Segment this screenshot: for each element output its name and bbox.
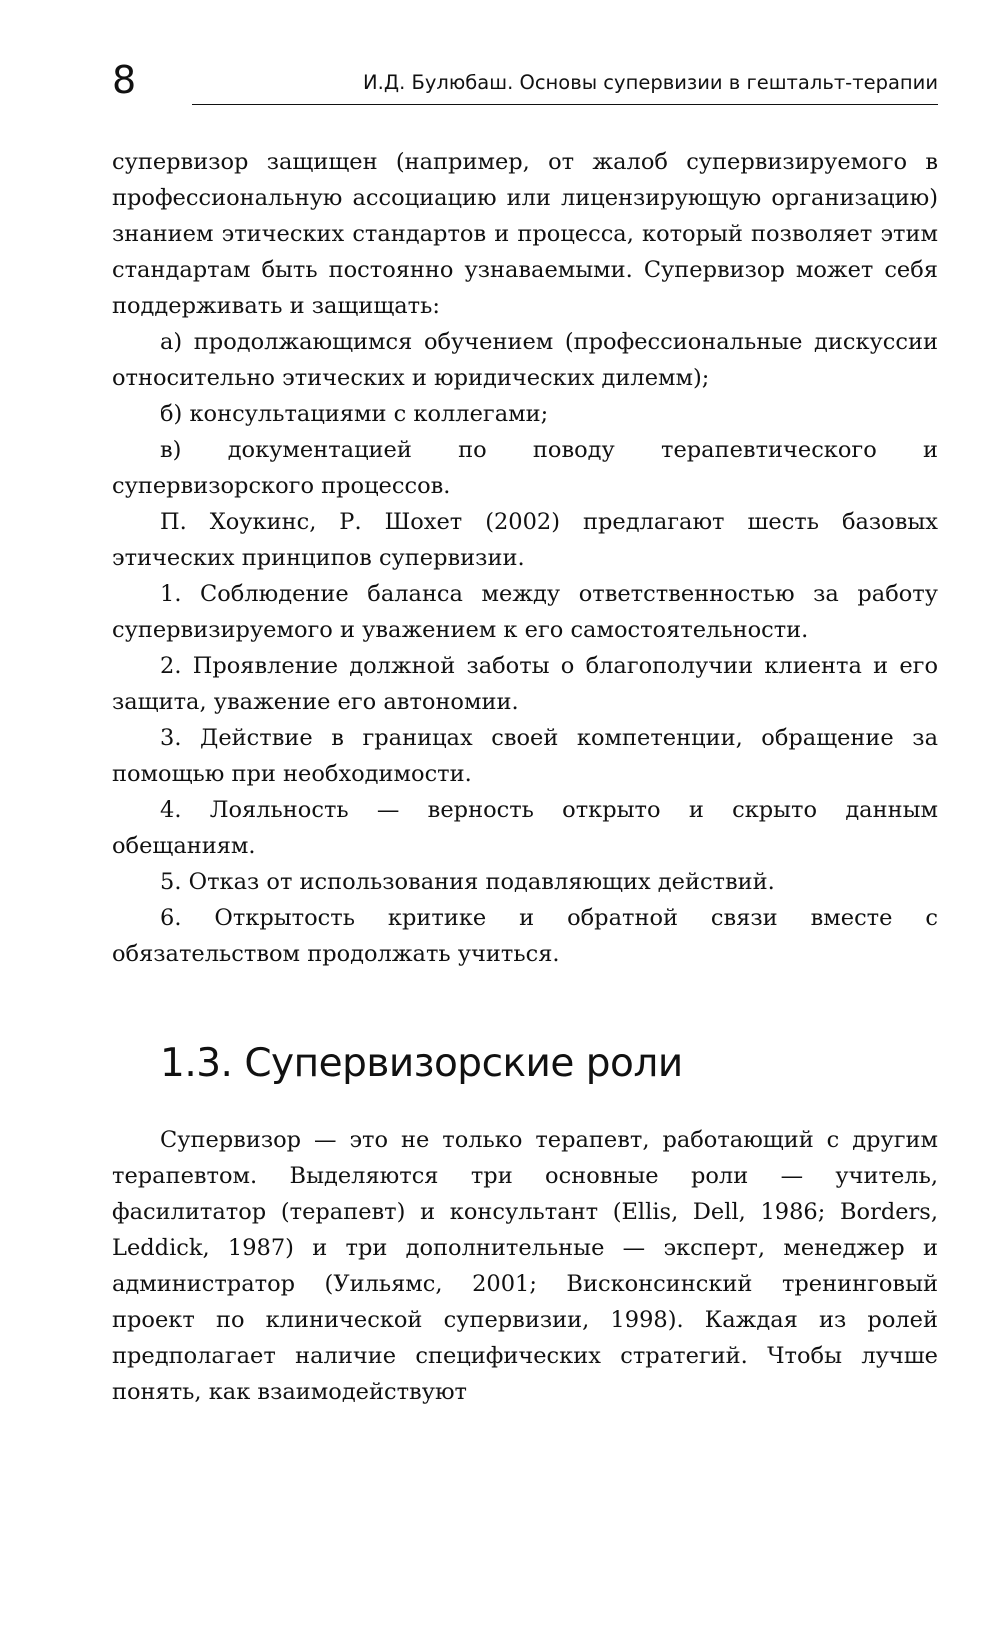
list-item-b: б) консультациями с коллегами; [160, 401, 549, 427]
paragraph-continued: супервизор защищен (например, от жалоб супервизируемого в профессиональную ассоциацию или лицензирующую организацию) знанием этических стандартов и процесса, который позволяет этим стандартам быть постоянно узнаваемыми. Супервизор может себя поддерживать и защищать: [112, 149, 938, 319]
principle-2: 2. Проявление должной заботы о благополучии клиента и его защита, уважение его автономии. [112, 653, 938, 715]
principle-3: 3. Действие в границах своей компетенции, обращение за помощью при необходимости. [112, 725, 938, 787]
principle-6: 6. Открытость критике и обратной связи вместе с обязательством продолжать учиться. [112, 905, 938, 967]
principle-1: 1. Соблюдение баланса между ответственностью за работу супервизируемого и уважением к его самостоятельности. [112, 581, 938, 643]
list-item-c: в) документацией по поводу терапевтического и супервизорского процессов. [112, 437, 938, 499]
section-heading: 1.3. Супервизорские роли [160, 1041, 683, 1086]
header-rule [192, 104, 938, 105]
list-item-a: а) продолжающимся обучением (профессиональные дискуссии относительно этических и юридических дилемм); [112, 329, 938, 391]
paragraph-principles-intro: П. Хоукинс, Р. Шохет (2002) предлагают шесть базовых этических принципов супервизии. [112, 509, 938, 571]
running-title: И.Д. Булюбаш. Основы супервизии в гештальт-терапии [363, 71, 938, 94]
body-text [112, 144, 938, 1410]
section-paragraph: Супервизор — это не только терапевт, работающий с другим терапевтом. Выделяются три основные роли — учитель, фасилитатор (терапевт) и консультант (Ellis, Dell, 1986; Borders, Leddick, 1987) и три дополнительные — эксперт, менеджер и администратор (Уильямс, 2001; Висконсинский тренинговый проект по клинической супервизии, 1998). Каждая из ролей предполагает наличие специфических стратегий. Чтобы лучше понять, как взаимодействуют [112, 1127, 938, 1405]
principle-5: 5. Отказ от использования подавляющих действий. [160, 869, 775, 895]
principle-4: 4. Лояльность — верность открыто и скрыто данным обещаниям. [112, 797, 938, 859]
running-header [112, 58, 938, 110]
page-number: 8 [112, 58, 137, 102]
